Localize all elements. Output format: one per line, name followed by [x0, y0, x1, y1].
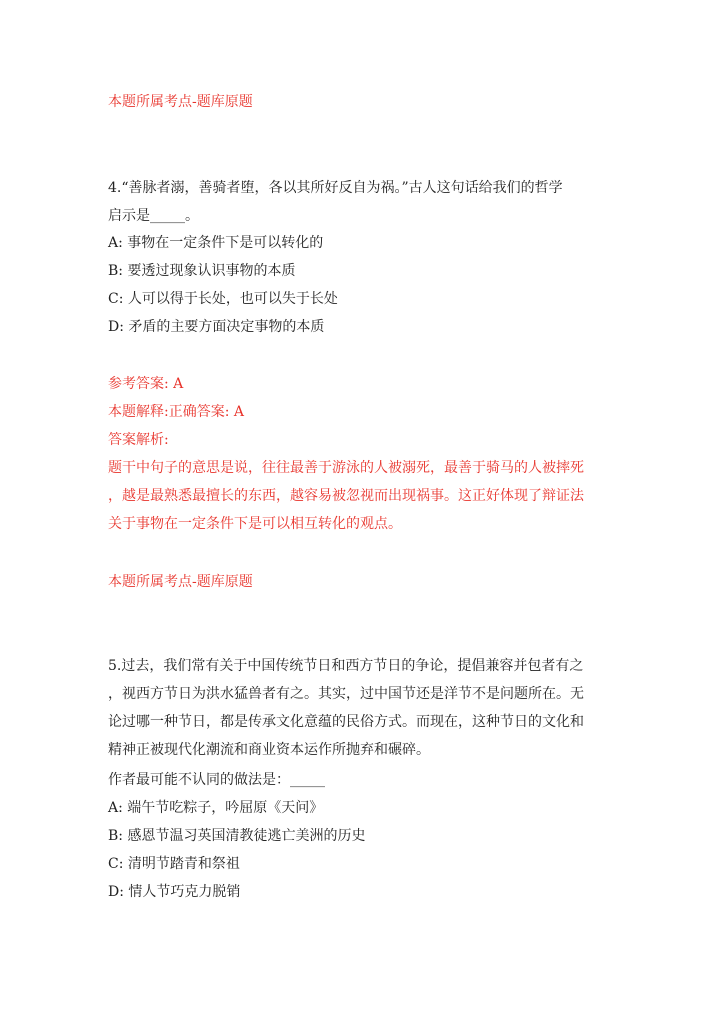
- option-d: D: 矛盾的主要方面决定事物的本质: [108, 319, 325, 335]
- analysis-text-line: 关于事物在一定条件下是可以相互转化的观点。: [108, 516, 402, 532]
- question-prompt: 作者最可能不认同的做法是：_____: [108, 772, 325, 788]
- option-b: B: 要透过现象认识事物的本质: [108, 263, 296, 279]
- question-stem-line: 论过哪一种节日，都是传承文化意蕴的民俗方式。而现在，这种节日的文化和: [108, 714, 584, 730]
- reference-answer: 参考答案: A: [108, 376, 184, 392]
- option-c: C: 清明节踏青和祭祖: [108, 856, 240, 872]
- analysis-text-line: 题干中句子的意思是说，往往最善于游泳的人被溺死，最善于骑马的人被摔死: [108, 460, 584, 476]
- option-d: D: 情人节巧克力脱销: [108, 884, 241, 900]
- question-stem-line: 启示是_____。: [108, 208, 199, 224]
- question-stem-line: 4.“善脉者溺，善骑者堕，各以其所好反自为祸。”古人这句话给我们的哲学: [108, 180, 563, 196]
- analysis-text-line: ，越是最熟悉最擅长的东西，越容易被忽视而出现祸事。这正好体现了辩证法: [108, 488, 584, 504]
- topic-label: 本题所属考点-题库原题: [108, 94, 253, 110]
- option-a: A: 事物在一定条件下是可以转化的: [108, 235, 324, 251]
- question-stem-line: ，视西方节日为洪水猛兽者有之。其实，过中国节还是洋节不是问题所在。无: [108, 686, 584, 702]
- option-a: A: 端午节吃粽子，吟屈原《天问》: [108, 800, 324, 816]
- option-c: C: 人可以得于长处，也可以失于长处: [108, 291, 338, 307]
- explanation-label: 本题解释:正确答案: A: [108, 404, 244, 420]
- question-stem-line: 5.过去，我们常有关于中国传统节日和西方节日的争论，提倡兼容并包者有之: [108, 658, 584, 674]
- analysis-label: 答案解析:: [108, 432, 169, 448]
- question-stem-line: 精神正被现代化潮流和商业资本运作所抛弃和碾碎。: [108, 742, 430, 758]
- topic-label: 本题所属考点-题库原题: [108, 574, 253, 590]
- option-b: B: 感恩节温习英国清教徒逃亡美洲的历史: [108, 828, 366, 844]
